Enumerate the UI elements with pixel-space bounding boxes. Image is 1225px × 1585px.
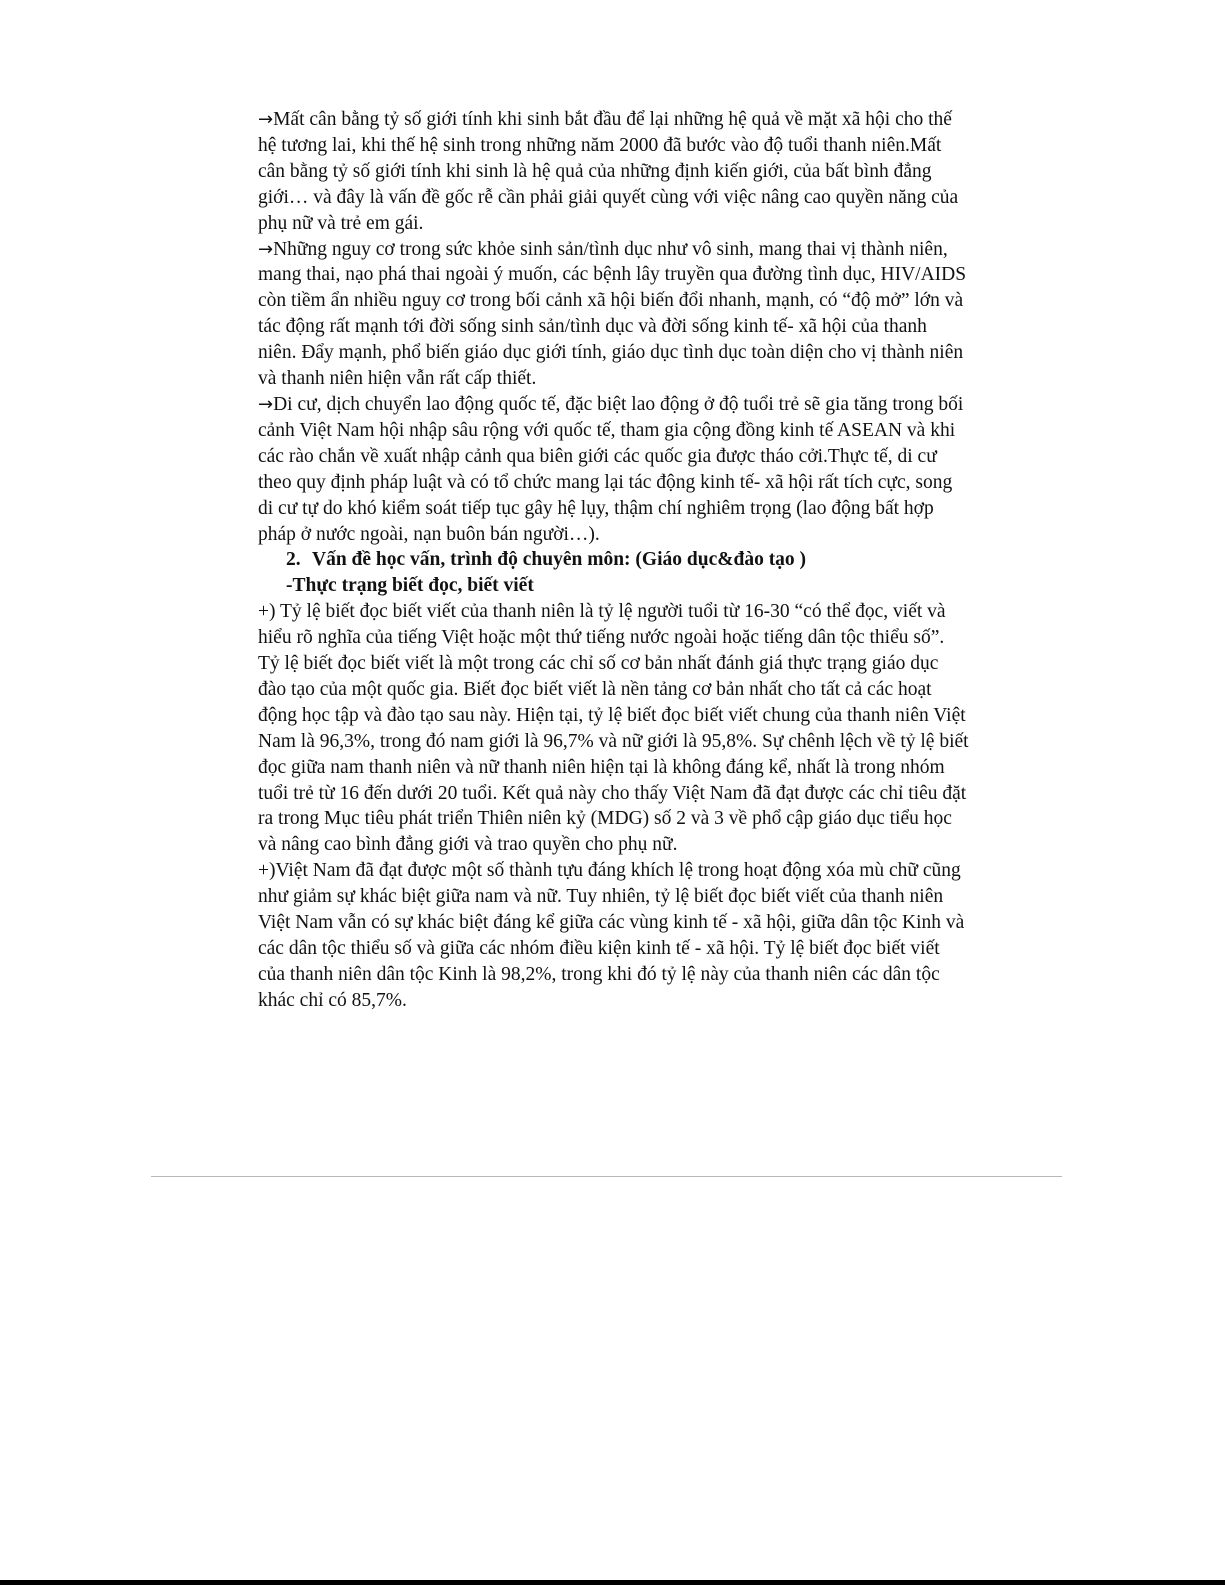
- paragraph-text: Mất cân bằng tỷ số giới tính khi sinh bắt đầu để lại những hệ quả về mặt xã hội cho thế hệ tương lai, khi thế hệ sinh trong những năm 2000 đã bước vào độ tuổi thanh niên.Mất cân bằng tỷ số giới tính khi sinh là hệ quả của những định kiến giới, của bất bình đẳng giới… và đây là vấn đề gốc rễ cần phải giải quyết cùng với việc nâng cao quyền năng của phụ nữ và trẻ em gái.: [258, 109, 959, 234]
- paragraph-text: Những nguy cơ trong sức khỏe sinh sản/tình dục như vô sinh, mang thai vị thành niên, mang thai, nạo phá thai ngoài ý muốn, các bệnh lây truyền qua đường tình dục, HIV/AIDS còn tiềm ẩn nhiều nguy cơ trong bối cảnh xã hội biến đổi nhanh, mạnh, có “độ mở” lớn và tác động rất mạnh tới đời sống sinh sản/tình dục và đời sống kinh tế- xã hội của thanh niên. Đẩy mạnh, phổ biến giáo dục giới tính, giáo dục tình dục toàn diện cho vị thành niên và thanh niên hiện vẫn rất cấp thiết.: [258, 238, 967, 390]
- subheading: -Thực trạng biết đọc, biết viết: [286, 575, 534, 597]
- page-bottom-edge: [0, 1580, 1225, 1585]
- section-number: 2.: [286, 549, 301, 571]
- page-divider: [151, 1176, 1062, 1177]
- paragraph-literacy-rate: +) Tỷ lệ biết đọc biết viết của thanh niên là tỷ lệ người tuổi từ 16-30 “có thể đọc, viết và hiểu rõ nghĩa của tiếng Việt hoặc một thứ tiếng nước ngoài hoặc tiếng dân tộc thiểu số”. Tỷ lệ biết đọc biết viết là một trong các chỉ số cơ bản nhất đánh giá thực trạng giáo dục đào tạo của một quốc gia. Biết đọc biết viết là nền tảng cơ bản nhất cho tất cả các hoạt động học tập và đào tạo sau này. Hiện tại, tỷ lệ biết đọc biết viết chung của thanh niên Việt Nam là 96,3%, trong đó nam giới là 96,7% và nữ giới là 95,8%. Sự chênh lệch về tỷ lệ biết đọc giữa nam thanh niên và nữ thanh niên hiện tại là không đáng kể, nhất là trong nhóm tuổi trẻ từ 16 đến dưới 20 tuổi. Kết quả này cho thấy Việt Nam đã đạt được các chỉ tiêu đặt ra trong Mục tiêu phát triển Thiên niên kỷ (MDG) số 2 và 3 về phổ cập giáo dục tiểu học và nâng cao bình đẳng giới và trao quyền cho phụ nữ.: [258, 601, 969, 856]
- document-body: [258, 107, 970, 1014]
- arrow-right-icon: →: [258, 393, 274, 415]
- section-heading-text: Vấn đề học vấn, trình độ chuyên môn: (Giáo dục&đào tạo ): [312, 549, 807, 571]
- arrow-right-icon: →: [258, 238, 274, 260]
- paragraph-labor-migration: [258, 392, 970, 547]
- paragraph-reproductive-health: [258, 237, 970, 392]
- paragraph-gender-imbalance: [258, 107, 970, 237]
- paragraph-literacy-disparity: +)Việt Nam đã đạt được một số thành tựu đáng khích lệ trong hoạt động xóa mù chữ cũng như giảm sự khác biệt giữa nam và nữ. Tuy nhiên, tỷ lệ biết đọc biết viết của thanh niên Việt Nam vẫn có sự khác biệt đáng kể giữa các vùng kinh tế - xã hội, giữa dân tộc Kinh và các dân tộc thiểu số và giữa các nhóm điều kiện kinh tế - xã hội. Tỷ lệ biết đọc biết viết của thanh niên dân tộc Kinh là 98,2%, trong khi đó tỷ lệ này của thanh niên các dân tộc khác chỉ có 85,7%.: [258, 860, 965, 1011]
- section-heading: [258, 547, 970, 573]
- arrow-right-icon: →: [258, 109, 274, 130]
- paragraph-text: Di cư, dịch chuyển lao động quốc tế, đặc biệt lao động ở độ tuổi trẻ sẽ gia tăng trong bối cảnh Việt Nam hội nhập sâu rộng với quốc tế, tham gia cộng đồng kinh tế ASEAN và khi các rào chắn về xuất nhập cảnh qua biên giới các quốc gia được tháo cởi.Thực tế, di cư theo quy định pháp luật và có tổ chức mang lại tác động kinh tế- xã hội rất tích cực, song di cư tự do khó kiểm soát tiếp tục gây hệ lụy, thậm chí nghiêm trọng (lao động bất hợp pháp ở nước ngoài, nạn buôn bán người…).: [258, 393, 964, 545]
